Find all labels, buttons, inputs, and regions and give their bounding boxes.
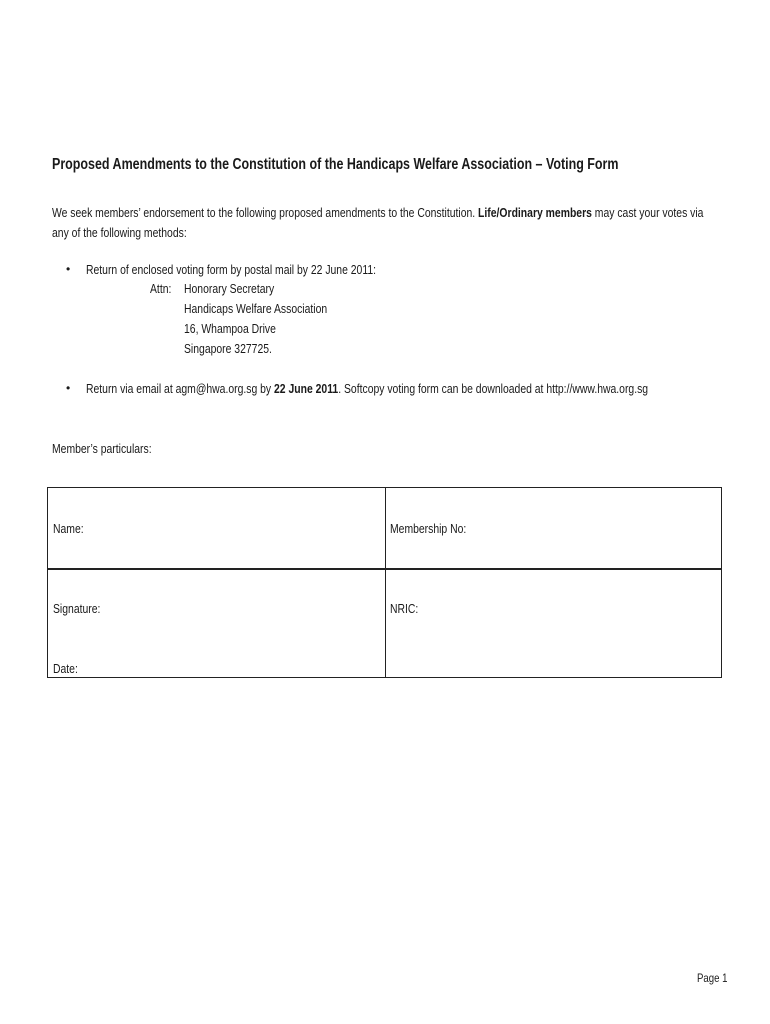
intro-text-before: We seek members’ endorsement to the following proposed amendments to the Constitution.: [52, 205, 479, 220]
email-text-before: Return via email at agm@hwa.org.sg by: [86, 381, 275, 396]
address-line: Honorary Secretary: [184, 281, 275, 296]
intro-emphasis: Life/Ordinary members: [478, 205, 592, 220]
date-field-label: Date:: [53, 661, 78, 676]
email-text-after: . Softcopy voting form can be downloaded at http://www.hwa.org.sg: [338, 381, 649, 396]
bullet-icon: •: [66, 381, 71, 395]
membership-no-field-label: Membership No:: [390, 521, 467, 536]
address-line: Singapore 327725.: [184, 341, 272, 356]
attn-label: Attn:: [150, 281, 172, 296]
bullet-icon: •: [66, 262, 71, 276]
document-title: Proposed Amendments to the Constitution of the Handicaps Welfare Association – Voting Form: [52, 156, 619, 173]
postal-method-text: Return of enclosed voting form by postal mail by 22 June 2011:: [86, 262, 377, 277]
page-number: Page 1: [697, 971, 728, 985]
table-divider-vertical: [385, 488, 386, 677]
intro-text-after: may cast your votes via any of the following methods:: [52, 205, 704, 240]
address-line: 16, Whampoa Drive: [184, 321, 276, 336]
email-date-bold: 22 June 2011: [274, 381, 339, 396]
signature-field-label: Signature:: [53, 601, 101, 616]
nric-field-label: NRIC:: [390, 601, 419, 616]
table-divider-horizontal: [48, 568, 721, 570]
member-particulars-table: [47, 487, 722, 678]
address-line: Handicaps Welfare Association: [184, 301, 328, 316]
particulars-label: Member’s particulars:: [52, 441, 152, 456]
intro-paragraph: [52, 203, 708, 243]
name-field-label: Name:: [53, 521, 84, 536]
